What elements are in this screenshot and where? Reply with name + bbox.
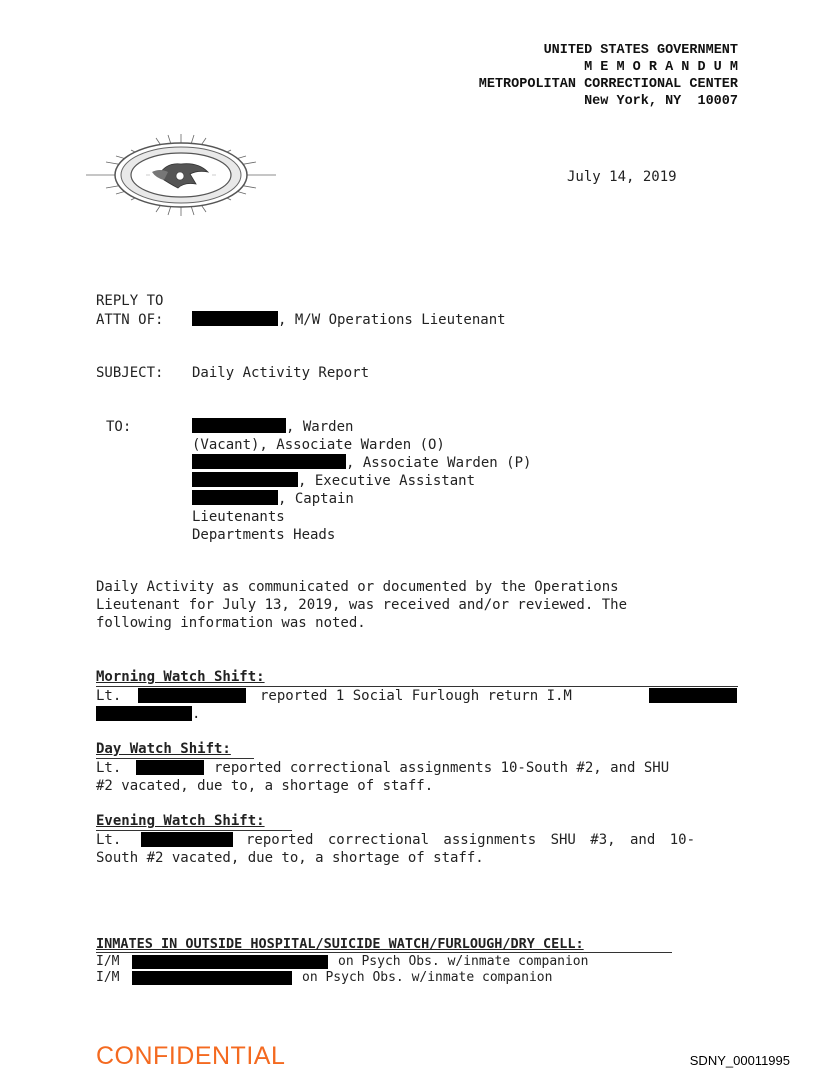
day-watch-section — [96, 740, 741, 795]
confidential-stamp: CONFIDENTIAL — [96, 1042, 286, 1070]
header-line-government: UNITED STATES GOVERNMENT — [543, 43, 738, 58]
bates-number: SDNY_00011995 — [689, 1053, 790, 1068]
header-line-city: New York, NY 10007 — [584, 94, 738, 109]
attn-of-label: ATTN OF: — [96, 312, 164, 328]
inmate-row: I/M on Psych Obs. w/inmate companion — [96, 970, 553, 985]
recipient-aw-operations: (Vacant), Associate Warden (O) — [192, 437, 445, 453]
header-line-memorandum: M E M O R A N D U M — [584, 60, 738, 75]
redaction-box — [136, 760, 204, 775]
redaction-box — [192, 472, 298, 487]
evening-watch-line-2: South #2 vacated, due to, a shortage of staff. — [96, 850, 484, 866]
morning-watch-line-2: . — [96, 705, 738, 723]
attn-of-title: , M/W Operations Lieutenant — [278, 312, 506, 328]
evening-watch-section — [96, 812, 746, 867]
recipient-exec-assistant: , Executive Assistant — [192, 472, 531, 490]
memo-header — [479, 42, 738, 110]
reply-to-label: REPLY TO — [96, 293, 164, 309]
inmates-heading: INMATES IN OUTSIDE HOSPITAL/SUICIDE WATCH/FURLOUGH/DRY CELL: — [96, 936, 672, 953]
doj-seal-icon — [86, 132, 276, 218]
to-label: TO: — [106, 419, 132, 435]
evening-watch-line-1: Lt. reported correctional assignments SHU #3, and 10- — [96, 832, 696, 848]
redaction-box — [141, 832, 233, 847]
subject-label: SUBJECT: — [96, 365, 164, 381]
intro-paragraph: Daily Activity as communicated or documented by the Operations Lieutenant for July 13, 2019, was received and/or reviewed. The following information was noted. — [96, 579, 628, 631]
redaction-box — [96, 706, 192, 721]
recipient-list — [192, 418, 531, 544]
morning-watch-section — [96, 668, 738, 723]
memo-date: July 14, 2019 — [567, 169, 677, 185]
redaction-box — [192, 490, 278, 505]
redaction-box — [138, 688, 246, 703]
recipient-lieutenants: Lieutenants — [192, 509, 285, 525]
morning-watch-heading: Morning Watch Shift: — [96, 669, 265, 685]
redaction-box — [132, 955, 328, 969]
recipient-aw-programs: , Associate Warden (P) — [192, 454, 531, 472]
subject-value: Daily Activity Report — [192, 365, 370, 381]
redaction-box — [192, 311, 278, 326]
redaction-box — [132, 971, 292, 985]
day-watch-line-1: Lt. reported correctional assignments 10-South #2, and SHU — [96, 760, 670, 776]
attn-of-line — [192, 311, 506, 329]
header-line-institution: METROPOLITAN CORRECTIONAL CENTER — [478, 77, 738, 92]
redaction-box — [649, 688, 737, 703]
recipient-department-heads: Departments Heads — [192, 527, 336, 543]
inmates-section — [96, 936, 672, 986]
morning-watch-line-1: Lt. reported 1 Social Furlough return I.M — [96, 686, 738, 705]
recipient-warden: , Warden — [192, 418, 531, 436]
redaction-box — [192, 454, 346, 469]
recipient-captain: , Captain — [192, 490, 531, 508]
day-watch-heading: Day Watch Shift: — [96, 741, 231, 757]
redaction-box — [192, 418, 286, 433]
inmate-row: I/M on Psych Obs. w/inmate companion — [96, 954, 589, 969]
evening-watch-heading: Evening Watch Shift: — [96, 813, 265, 829]
day-watch-line-2: #2 vacated, due to, a shortage of staff. — [96, 778, 434, 794]
